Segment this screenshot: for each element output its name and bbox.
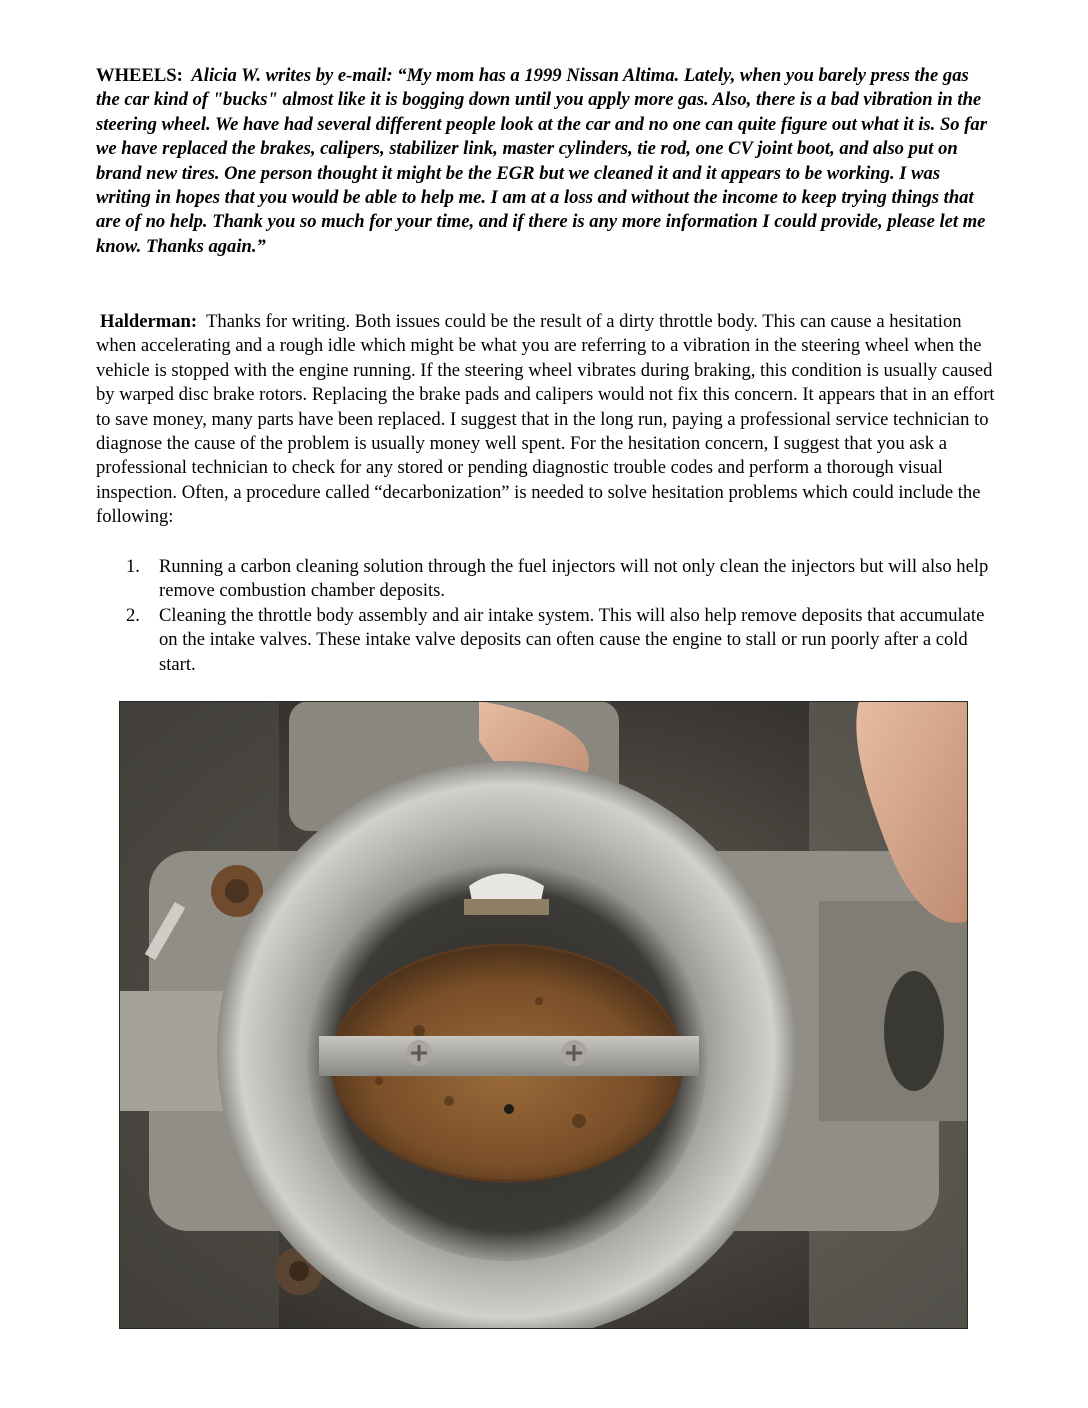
step-number: 2. bbox=[126, 604, 140, 626]
throttle-body-photo bbox=[119, 701, 968, 1329]
question-text: Alicia W. writes by e-mail: “My mom has a 1999 Nissan Altima. Lately, when you barely press the gas the car kind of "bucks" almost like it is bogging down until you apply more gas. Also, there is a bad vibration in the steering wheel. We have had several different people look at the car and no one can quite figure out what it is. So far we have replaced the brakes, calipers, stabilizer link, master cylinders, tie rod, one CV joint boot, and also put on brand new tires. One person thought it might be the EGR but we cleaned it and it appears to be working. I was writing in hopes that you would be able to help me. I am at a loss and without the income to keep trying things that are of no help. Thank you so much for your time, and if there is any more information I could provide, please let me know. Thanks again.” bbox=[96, 65, 987, 257]
answer-text: Thanks for writing. Both issues could be the result of a dirty throttle body. This can cause a hesitation when accelerating and a rough idle which might be what you are referring to a vibration in the steering wheel when the vehicle is stopped with the engine running. If the steering wheel vibrates during braking, this condition is usually caused by warped disc brake rotors. Replacing the brake pads and calipers would not fix this concern. It appears that in an effort to save money, many parts have been replaced. I suggest that in the long run, paying a professional service technician to diagnose the cause of the problem is usually money well spent. For the hesitation concern, I suggest that you ask a professional technician to check for any stored or pending diagnostic trouble codes and perform a thorough visual inspection. Often, a procedure called “decarbonization” is needed to solve hesitation problems which could include the following: bbox=[96, 311, 995, 528]
decarbonization-steps bbox=[96, 555, 1001, 677]
reader-question bbox=[96, 64, 996, 259]
author-answer bbox=[96, 310, 1001, 530]
list-item bbox=[96, 555, 1001, 604]
answer-label: Halderman: bbox=[100, 311, 198, 332]
list-item bbox=[96, 604, 1001, 677]
step-number: 1. bbox=[126, 556, 140, 577]
step-text: Cleaning the throttle body assembly and air intake system. This will also help remove deposits that accumulate on the intake valves. These intake valve deposits can often cause the engine to stall or run poorly after a cold start. bbox=[159, 604, 985, 675]
step-text: Running a carbon cleaning solution through the fuel injectors will not only clean the injectors but will also help remove combustion chamber deposits. bbox=[159, 556, 989, 602]
throttle-shaft bbox=[319, 1036, 699, 1076]
question-label: WHEELS: bbox=[96, 65, 183, 86]
